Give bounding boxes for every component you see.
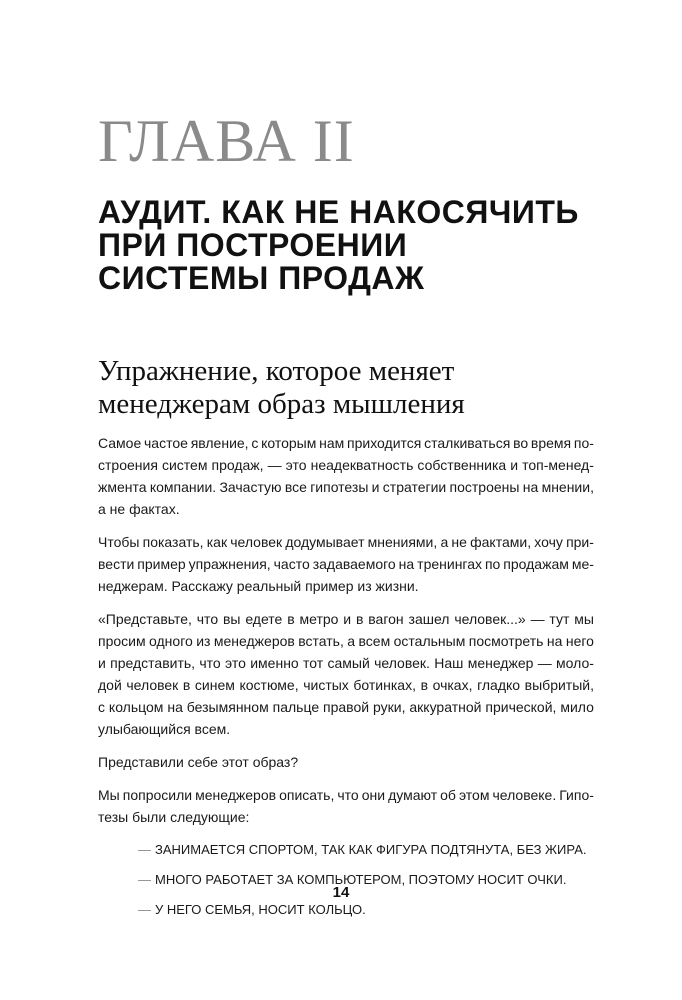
paragraph-line: строения систем продаж, — это неадекватность собственника и топ-менед- bbox=[98, 457, 594, 473]
paragraph-line: просим одного из менеджеров встать, а всем остальным посмотреть на него bbox=[98, 633, 594, 649]
hypothesis-item bbox=[138, 839, 594, 861]
paragraph-line: и представить, что это именно тот самый человек. Наш менеджер — моло- bbox=[98, 655, 594, 671]
paragraph-line: с кольцом на безымянном пальце правой руки, аккуратной прической, мило bbox=[98, 699, 594, 715]
paragraph-line: жмента компании. Зачастую все гипотезы и стратегии построены на мнении, bbox=[98, 479, 594, 495]
hypotheses-list bbox=[138, 839, 594, 921]
paragraph-line: а не фактах. bbox=[98, 501, 180, 517]
chapter-title-line: ПРИ ПОСТРОЕНИИ bbox=[98, 227, 408, 263]
paragraph bbox=[98, 608, 594, 740]
body-text bbox=[98, 432, 594, 929]
paragraph-line: вести пример упражнения, часто задаваемого на тренингах по продажам ме- bbox=[98, 556, 594, 572]
section-title-line: Упражнение, которое меняет bbox=[98, 355, 455, 387]
hypothesis-item bbox=[138, 899, 594, 921]
chapter-title-line: СИСТЕМЫ ПРОДАЖ bbox=[98, 260, 425, 296]
paragraph-line: улыбающийся всем. bbox=[98, 721, 231, 737]
paragraph-line: дой человек в синем костюме, чистых ботинках, в очках, гладко выбритый, bbox=[98, 677, 594, 693]
chapter-title-line: АУДИТ. КАК НЕ НАКОСЯЧИТЬ bbox=[98, 194, 579, 230]
chapter-title bbox=[98, 196, 618, 295]
paragraph bbox=[98, 784, 594, 828]
paragraph bbox=[98, 751, 594, 773]
paragraph-line: тезы были следующие: bbox=[98, 809, 250, 825]
hypothesis-text: У НЕГО СЕМЬЯ, НОСИТ КОЛЬЦО. bbox=[155, 902, 366, 917]
paragraph bbox=[98, 432, 594, 520]
chapter-label: ГЛАВА II bbox=[98, 108, 355, 174]
paragraph-line: Самое частое явление, с которым нам приходится сталкиваться во время по- bbox=[98, 435, 594, 451]
paragraph bbox=[98, 531, 594, 597]
paragraph-line: «Представьте, что вы едете в метро и в вагон зашел человек...» — тут мы bbox=[98, 611, 594, 627]
hypothesis-text: МНОГО РАБОТАЕТ ЗА КОМПЬЮТЕРОМ, ПОЭТОМУ НОСИТ ОЧКИ. bbox=[155, 872, 567, 887]
section-title bbox=[98, 355, 618, 421]
section-title-line: менеджерам образ мышления bbox=[98, 388, 465, 420]
paragraph-line: Мы попросили менеджеров описать, что они думают об этом человеке. Гипо- bbox=[98, 787, 594, 803]
paragraph-line: неджерам. Расскажу реальный пример из жизни. bbox=[98, 578, 419, 594]
paragraphs bbox=[98, 432, 594, 828]
hypothesis-text: ЗАНИМАЕТСЯ СПОРТОМ, ТАК КАК ФИГУРА ПОДТЯНУТА, БЕЗ ЖИРА. bbox=[155, 842, 587, 857]
dash-marker: — bbox=[138, 872, 151, 887]
paragraph-line: Представили себе этот образ? bbox=[98, 754, 299, 770]
paragraph-line: Чтобы показать, как человек додумывает мнениями, а не фактами, хочу при- bbox=[98, 534, 594, 550]
page-number: 14 bbox=[332, 884, 350, 901]
dash-marker: — bbox=[138, 842, 151, 857]
dash-marker: — bbox=[138, 902, 151, 917]
